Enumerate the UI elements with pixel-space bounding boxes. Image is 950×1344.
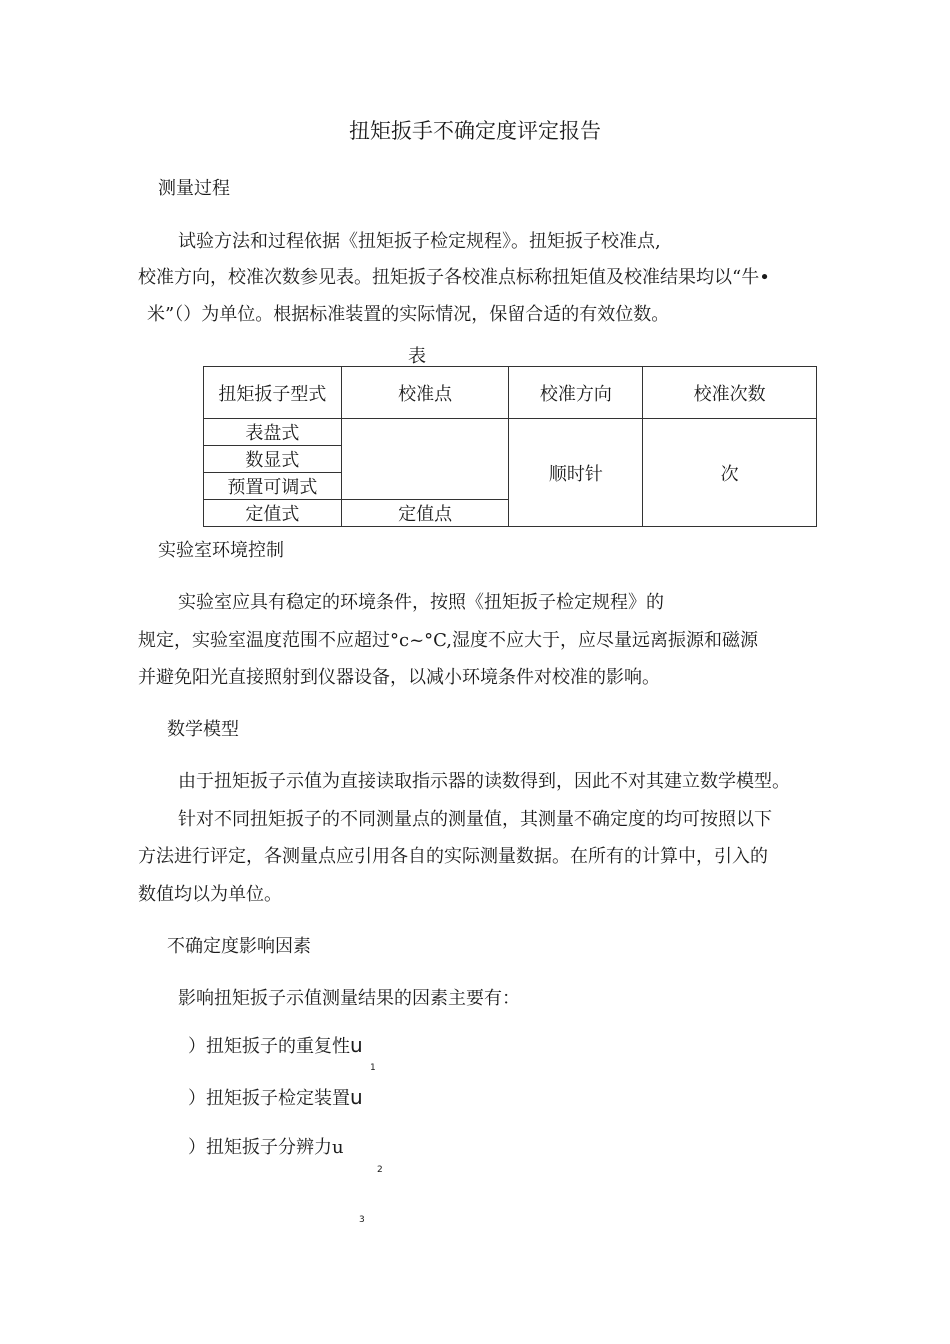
page-title: 扭矩扳手不确定度评定报告 bbox=[349, 119, 601, 143]
table-cell-type: 定值式 bbox=[204, 500, 342, 527]
section-heading-model: 数学模型 bbox=[167, 719, 239, 740]
factor-subscript: 2 bbox=[377, 1165, 383, 1175]
table-cell-count: 次 bbox=[643, 419, 817, 527]
section-heading-factors: 不确定度影响因素 bbox=[167, 936, 311, 957]
paragraph-line: 影响扭矩扳子示值测量结果的因素主要有： bbox=[178, 988, 520, 1009]
factor-item-text: ）扭矩扳子的重复性 bbox=[188, 1036, 350, 1057]
factor-subscript: 1 bbox=[370, 1063, 376, 1073]
table-header-point: 校准点 bbox=[341, 367, 509, 419]
factor-symbol: u bbox=[332, 1137, 344, 1158]
paragraph-line: 米”（）为单位。根据标准装置的实际情况，保留合适的有效位数。 bbox=[147, 304, 670, 325]
paragraph-line: 针对不同扭矩扳子的不同测量点的测量值，其测量不确定度的均可按照以下 bbox=[178, 809, 772, 830]
factor-item-text: ）扭矩扳子分辨力 bbox=[188, 1137, 332, 1158]
paragraph-line: 由于扭矩扳子示值为直接读取指示器的读数得到，因此不对其建立数学模型。 bbox=[178, 771, 790, 792]
table-cell-type: 预置可调式 bbox=[204, 473, 342, 500]
factor-symbol: u bbox=[350, 1085, 363, 1109]
section-heading-measurement: 测量过程 bbox=[158, 178, 230, 199]
factor-symbol: u bbox=[350, 1033, 363, 1057]
section-heading-environment: 实验室环境控制 bbox=[158, 540, 284, 561]
paragraph-line: 校准方向，校准次数参见表。扭矩扳子各校准点标称扭矩值及校准结果均以“牛• bbox=[138, 267, 770, 288]
table-cell-point-empty bbox=[341, 419, 509, 500]
paragraph-line: 试验方法和过程依据《扭矩扳子检定规程》。扭矩扳子校准点, bbox=[178, 231, 661, 252]
table-cell-type: 数显式 bbox=[204, 446, 342, 473]
paragraph-line: 数值均以为单位。 bbox=[138, 884, 282, 905]
table-header-type: 扭矩扳子型式 bbox=[204, 367, 342, 419]
factor-item bbox=[188, 1137, 344, 1159]
stray-subscript: 3 bbox=[359, 1215, 365, 1225]
table-header-count: 校准次数 bbox=[643, 367, 817, 419]
table-cell-direction: 顺时针 bbox=[509, 419, 643, 527]
factor-item bbox=[188, 1086, 363, 1110]
paragraph-line: 并避免阳光直接照射到仪器设备，以减小环境条件对校准的影响。 bbox=[138, 667, 660, 688]
paragraph-line: 方法进行评定，各测量点应引用各自的实际测量数据。在所有的计算中，引入的 bbox=[138, 846, 768, 867]
calibration-table bbox=[203, 366, 817, 527]
table-header-direction: 校准方向 bbox=[509, 367, 643, 419]
paragraph-line: 规定，实验室温度范围不应超过°c~°C,湿度不应大于，应尽量远离振源和磁源 bbox=[138, 630, 759, 651]
paragraph-line: 实验室应具有稳定的环境条件，按照《扭矩扳子检定规程》的 bbox=[178, 592, 664, 613]
table-cell-fixed-point: 定值点 bbox=[341, 500, 509, 527]
factor-item bbox=[188, 1034, 363, 1058]
factor-item-text: ）扭矩扳子检定装置 bbox=[188, 1088, 350, 1109]
table-caption: 表 bbox=[408, 346, 426, 367]
table-cell-type: 表盘式 bbox=[204, 419, 342, 446]
